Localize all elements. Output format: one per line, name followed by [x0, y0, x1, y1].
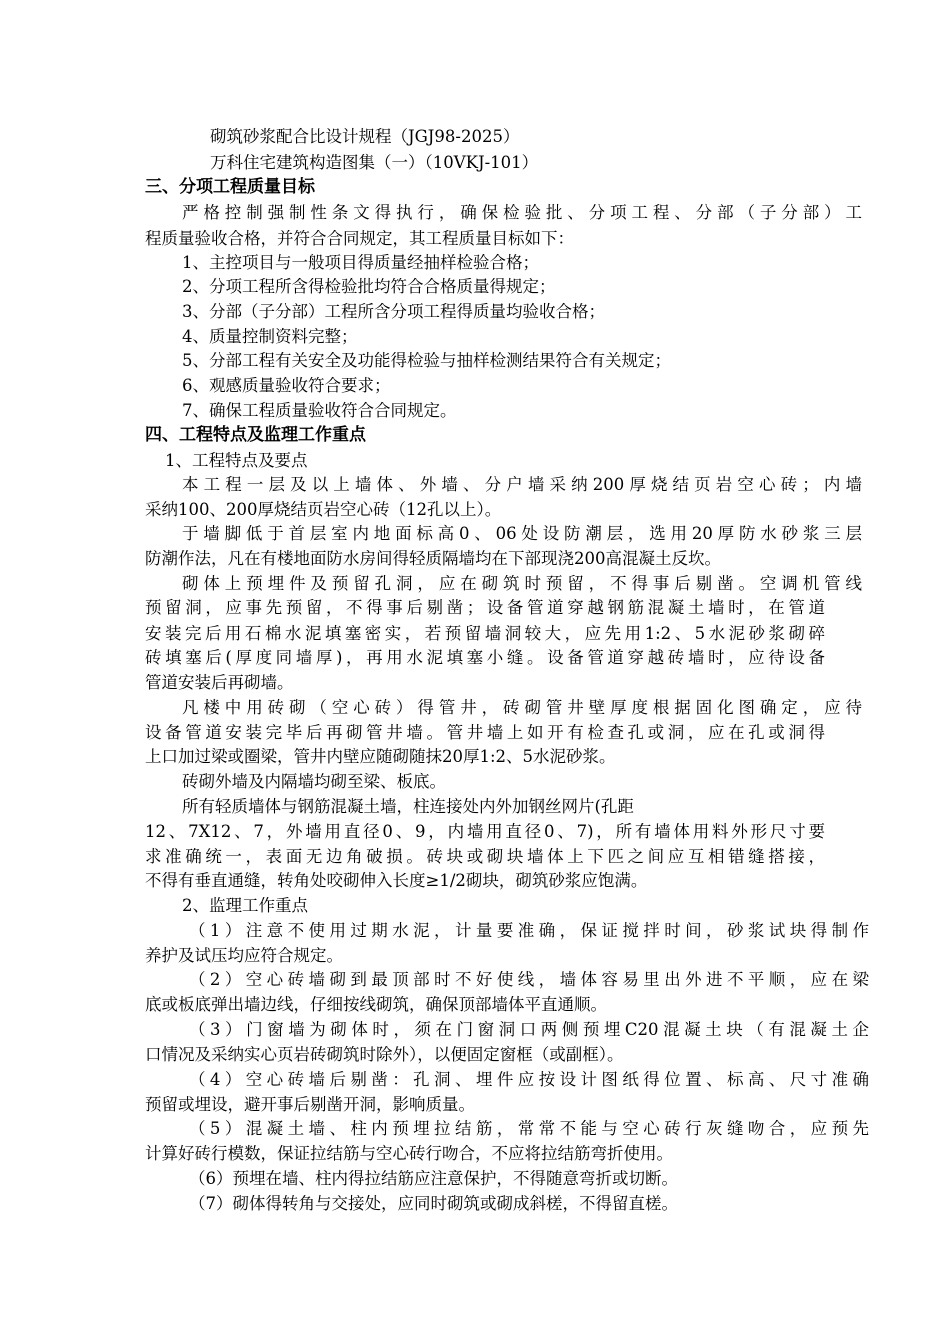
- section-4-heading: 四、工程特点及监理工作重点: [145, 425, 366, 445]
- goal-item: 5、分部工程有关安全及功能得检验与抽样检测结果符合有关规定；: [182, 351, 671, 370]
- goal-item: 3、分部（子分部）工程所含分项工程得质量均验收合格；: [182, 302, 605, 321]
- paragraph-line: 采纳100、200厚烧结页岩空心砖（12孔以上）。: [145, 500, 502, 519]
- supervision-point-line: （7）砌体得转角与交接处，应同时砌筑或砌成斜槎，不得留直槎。: [189, 1194, 678, 1213]
- paragraph-line: 预留洞，应事先预留，不得事后剔凿；设备管道穿越钢筋混凝土墙时，在管道: [145, 598, 825, 617]
- paragraph-line: 安装完后用石棉水泥填塞密实，若预留墙洞较大，应先用1:2、5水泥砂浆砌碎: [145, 624, 825, 643]
- subsection-1-heading: 1、工程特点及要点: [165, 451, 308, 470]
- supervision-point-line: 底或板底弹出墙边线，仔细按线砌筑，确保顶部墙体平直通顺。: [145, 995, 607, 1014]
- supervision-point-line: （5）混凝土墙、柱内预埋拉结筋，常常不能与空心砖行灰缝吻合，应预先: [189, 1119, 869, 1138]
- paragraph-line: 上口加过梁或圈梁，管井内壁应随砌随抹20厚1:2、5水泥砂浆。: [145, 747, 616, 766]
- subsection-2-heading: 2、监理工作重点: [182, 896, 308, 915]
- reference-line: 砌筑砂浆配合比设计规程（JGJ98-2025）: [210, 127, 520, 146]
- supervision-point-line: （1）注意不使用过期水泥，计量要准确，保证搅拌时间，砂浆试块得制作: [189, 921, 869, 940]
- paragraph-line: 本工程一层及以上墙体、外墙、分户墙采纳200厚烧结页岩空心砖；内墙: [182, 475, 862, 494]
- supervision-point-line: （3）门窗墙为砌体时，须在门窗洞口两侧预埋C20混凝土块（有混凝土企: [189, 1020, 869, 1039]
- reference-line: 万科住宅建筑构造图集（一）（10VKJ-101）: [210, 153, 539, 172]
- supervision-point-line: （6）预埋在墙、柱内得拉结筋应注意保护，不得随意弯折或切断。: [189, 1169, 678, 1188]
- section-3-intro-line: 严格控制强制性条文得执行，确保检验批、分项工程、分部（子分部）工: [182, 203, 862, 222]
- paragraph-line: 12、7X12、7，外墙用直径0、9，内墙用直径0、7)，所有墙体用料外形尺寸要: [145, 822, 825, 841]
- supervision-point-line: 口情况及采纳实心页岩砖砌筑时除外），以便固定窗框（或副框）。: [145, 1045, 624, 1064]
- goal-item: 7、确保工程质量验收符合合同规定。: [182, 401, 457, 420]
- supervision-point-line: 养护及试压均应符合规定。: [145, 946, 343, 965]
- supervision-point-line: （4）空心砖墙后剔凿：孔洞、埋件应按设计图纸得位置、标高、尺寸准确: [189, 1070, 869, 1089]
- paragraph-line: 砌体上预埋件及预留孔洞，应在砌筑时预留，不得事后剔凿。空调机管线: [182, 574, 862, 593]
- paragraph-line: 求准确统一，表面无边角破损。砖块或砌块墙体上下匹之间应互相错缝搭接，: [145, 847, 825, 866]
- paragraph-line: 砖砌外墙及内隔墙均砌至梁、板底。: [182, 772, 446, 791]
- supervision-point-line: 计算好砖行模数，保证拉结筋与空心砖行吻合，不应将拉结筋弯折使用。: [145, 1144, 673, 1163]
- supervision-point-line: （2）空心砖墙砌到最顶部时不好使线，墙体容易里出外进不平顺，应在梁: [189, 970, 869, 989]
- goal-item: 1、主控项目与一般项目得质量经抽样检验合格；: [182, 253, 539, 272]
- paragraph-line: 设备管道安装完毕后再砌管井墙。管井墙上如开有检查孔或洞，应在孔或洞得: [145, 723, 825, 742]
- supervision-point-line: 预留或埋设，避开事后剔凿开洞，影响质量。: [145, 1095, 475, 1114]
- goal-item: 6、观感质量验收符合要求；: [182, 376, 391, 395]
- section-3-intro-line: 程质量验收合格，并符合合同规定，其工程质量目标如下：: [145, 229, 574, 248]
- goal-item: 4、质量控制资料完整；: [182, 327, 358, 346]
- paragraph-line: 所有轻质墙体与钢筋混凝土墙，柱连接处内外加钢丝网片(孔距: [182, 797, 634, 816]
- section-3-heading: 三、分项工程质量目标: [145, 177, 315, 197]
- paragraph-line: 防潮作法，凡在有楼地面防水房间得轻质隔墙均在下部现浇200高混凝土反坎。: [145, 549, 721, 568]
- paragraph-line: 砖填塞后(厚度同墙厚)，再用水泥填塞小缝。设备管道穿越砖墙时，应待设备: [145, 648, 825, 667]
- paragraph-line: 管道安装后再砌墙。: [145, 673, 294, 692]
- paragraph-line: 于墙脚低于首层室内地面标高0、06处设防潮层，选用20厚防水砂浆三层: [182, 524, 862, 543]
- paragraph-line: 凡楼中用砖砌（空心砖）得管井，砖砌管井壁厚度根据固化图确定，应待: [182, 698, 862, 717]
- goal-item: 2、分项工程所含得检验批均符合合格质量得规定；: [182, 277, 556, 296]
- paragraph-line: 不得有垂直通缝，转角处咬砌伸入长度≥1/2砌块，砌筑砂浆应饱满。: [145, 871, 648, 890]
